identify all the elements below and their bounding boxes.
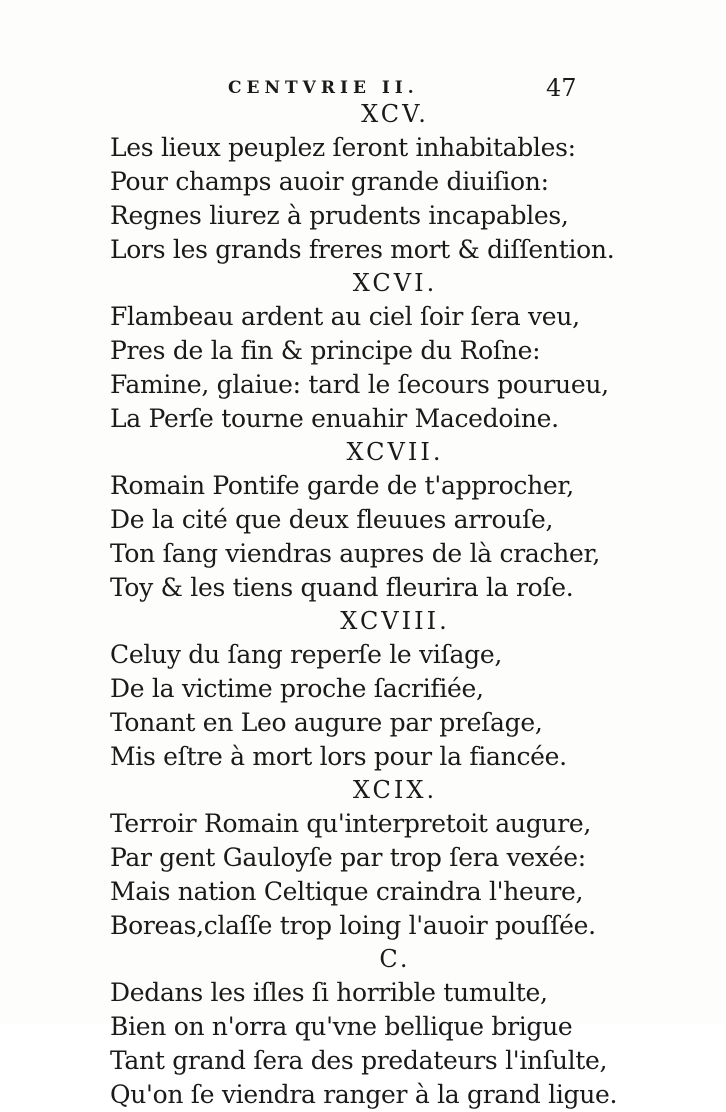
verse-line: Pres de la fin & principe du Roſne:: [110, 336, 541, 365]
verse-line: La Perſe tourne enuahir Macedoine.: [110, 404, 559, 433]
verse-line: Mis eſtre à mort lors pour la fiancée.: [110, 742, 567, 771]
verse-line: De la victime proche ſacrifiée,: [110, 674, 484, 703]
quatrain-list: [110, 98, 670, 1112]
quatrain-xcix: [110, 774, 670, 943]
verse-line: Famine, glaiue: tard le ſecours pourueu,: [110, 370, 609, 399]
quatrain-numeral: XCVIII.: [340, 607, 450, 635]
verse-line: Terroir Romain qu'interpretoit augure,: [110, 809, 592, 838]
quatrain-xcvii: [110, 436, 670, 605]
quatrain-numeral: XCVII.: [346, 438, 444, 466]
verse-line: Pour champs auoir grande diuiſion:: [110, 167, 549, 196]
quatrain-c: [110, 943, 670, 1112]
verse-line: Toy & les tiens quand fleurira la roſe.: [110, 573, 574, 602]
page-number: 47: [546, 74, 577, 102]
verse-line: Regnes liurez à prudents incapables,: [110, 201, 569, 230]
verse-line: De la cité que deux fleuues arrouſe,: [110, 505, 554, 534]
quatrain-numeral: XCV.: [361, 100, 429, 128]
verse-line: Flambeau ardent au ciel ſoir ſera veu,: [110, 302, 580, 331]
quatrain-numeral: XCVI.: [352, 269, 438, 297]
quatrain-xcviii: [110, 605, 670, 774]
quatrain-numeral: XCIX.: [352, 776, 438, 804]
quatrain-xcvi: [110, 267, 670, 436]
verse-line: Mais nation Celtique craindra l'heure,: [110, 877, 584, 906]
verse-line: Lors les grands freres mort & diſſention.: [110, 235, 615, 264]
verse-line: Qu'on ſe viendra ranger à la grand ligue.: [110, 1080, 618, 1109]
verse-line: Les lieux peuplez ſeront inhabitables:: [110, 133, 576, 162]
verse-line: Tant grand ſera des predateurs l'inſulte,: [110, 1046, 608, 1075]
running-title: CENTVRIE II.: [228, 78, 419, 98]
verse-line: Par gent Gauloyſe par trop ſera vexée:: [110, 843, 586, 872]
verse-line: Dedans les iſles ſi horrible tumulte,: [110, 978, 548, 1007]
verse-line: Bien on n'orra qu'vne bellique brigue: [110, 1012, 573, 1041]
verse-line: Ton ſang viendras aupres de là cracher,: [110, 539, 601, 568]
quatrain-numeral: C.: [379, 945, 411, 973]
verse-line: Romain Pontife garde de t'approcher,: [110, 471, 574, 500]
quatrain-xcv: [110, 98, 670, 267]
verse-line: Boreas,claſſe trop loing l'auoir pouſſée.: [110, 911, 596, 940]
verse-line: Tonant en Leo augure par preſage,: [110, 708, 543, 737]
verse-line: Celuy du ſang reperſe le viſage,: [110, 640, 502, 669]
